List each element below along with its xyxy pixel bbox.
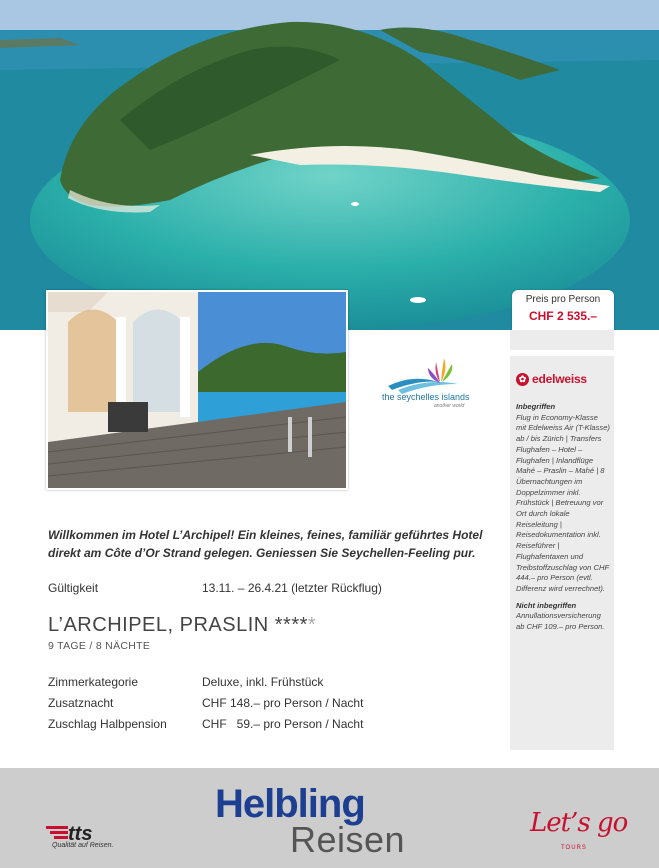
footer bbox=[0, 768, 659, 868]
price-box bbox=[512, 290, 614, 330]
excluded-text: Annullationsversicherung ab CHF 109.– pro Person. bbox=[516, 611, 605, 632]
helbling-wordmark: Helbling bbox=[215, 782, 365, 826]
reisen-wordmark: Reisen bbox=[290, 819, 406, 860]
tts-logo-icon bbox=[46, 820, 126, 844]
excluded-heading: Nicht inbegriffen bbox=[516, 600, 577, 610]
included-excluded-text bbox=[516, 402, 610, 633]
hotel-star-empty: * bbox=[307, 614, 317, 636]
detail-label: Zuschlag Halbpension bbox=[48, 717, 167, 731]
detail-value: CHF 59.– pro Person / Nacht bbox=[202, 717, 364, 731]
hotel-name: L’ARCHIPEL, PRASLIN bbox=[48, 614, 269, 636]
price-value: CHF 2 535.– bbox=[528, 309, 598, 323]
edelweiss-logo bbox=[516, 372, 587, 386]
included-heading: Inbegriffen bbox=[516, 402, 556, 411]
hotel-title bbox=[48, 614, 316, 637]
validity-label: Gültigkeit bbox=[48, 581, 99, 595]
letsgo-logo: Let’s go bbox=[530, 808, 628, 838]
price-label: Preis pro Person bbox=[525, 294, 601, 305]
edelweiss-wordmark: edelweiss bbox=[532, 372, 587, 386]
tts-tagline: Qualität auf Reisen. bbox=[52, 842, 114, 849]
detail-label: Zusatznacht bbox=[48, 696, 114, 710]
edelweiss-flower-icon: ✿ bbox=[516, 373, 529, 386]
intro-text: Willkommen im Hotel L’Archipel! Ein kleines, feines, familiär geführtes Hotel direkt am Côte d’Or Strand gelegen. Geniessen Sie Seychellen-Feeling pur. bbox=[48, 528, 483, 560]
trip-duration: 9 TAGE / 8 NÄCHTE bbox=[48, 640, 151, 652]
hero-aerial-image bbox=[0, 0, 659, 330]
info-sidebar bbox=[510, 330, 614, 750]
included-text: Flug in Economy-Klasse mit Edelweiss Air (T-Klasse) ab / bis Zürich | Transfers Flughafen – Hotel – Flughafen | Inlandflüge Mahé – Praslin – Mahé | 8 Übernachtungen im Doppelzimmer inkl. Frühstück | Betreuung vor Ort durch lokale Reiseleitung | Reisedokumentation inkl. Reiseführer | Flughafentaxen und Treibstoffzuschlag von CHF 444.– pro Person (evtl. Differenz wird verrechnet). bbox=[516, 412, 610, 593]
detail-value: CHF 148.– pro Person / Nacht bbox=[202, 696, 364, 710]
seychelles-logo-icon bbox=[378, 356, 488, 396]
seychelles-name: the seychelles islands bbox=[382, 392, 470, 402]
seychelles-islands-logo bbox=[378, 356, 488, 416]
letsgo-tours: TOURS bbox=[561, 845, 587, 851]
hotel-pool-photo bbox=[46, 290, 348, 490]
svg-text:tts: tts bbox=[68, 823, 93, 844]
seychelles-tagline: another world bbox=[434, 403, 465, 409]
hotel-stars: **** bbox=[274, 614, 308, 636]
sidebar-divider bbox=[510, 350, 614, 356]
detail-label: Zimmerkategorie bbox=[48, 675, 139, 689]
validity-value: 13.11. – 26.4.21 (letzter Rückflug) bbox=[202, 581, 382, 595]
detail-value: Deluxe, inkl. Frühstück bbox=[202, 675, 324, 689]
